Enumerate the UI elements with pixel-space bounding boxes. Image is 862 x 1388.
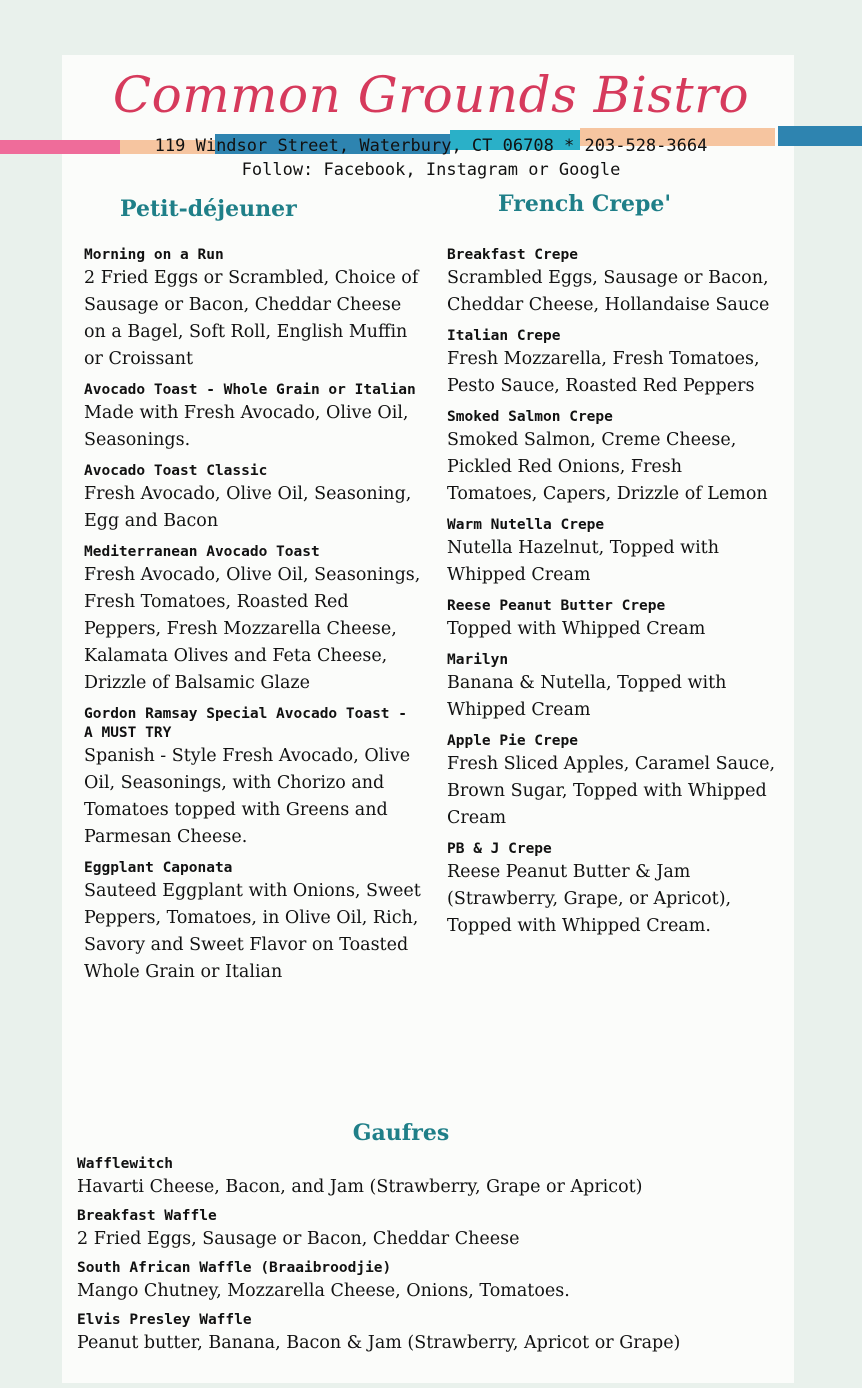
- item-description: Made with Fresh Avocado, Olive Oil, Seasonings.: [84, 403, 409, 450]
- item-name: Gordon Ramsay Special Avocado Toast - A MUST TRY: [84, 706, 408, 741]
- item-description: 2 Fried Eggs or Scrambled, Choice of Sausage or Bacon, Cheddar Cheese on a Bagel, Soft Roll, English Muffin or Croissant: [84, 268, 419, 369]
- item-name: Avocado Toast - Whole Grain or Italian: [84, 382, 416, 398]
- item-description: Fresh Avocado, Olive Oil, Seasoning, Egg and Bacon: [84, 484, 412, 531]
- menu-item: [447, 732, 777, 832]
- follow-line: Follow: Facebook, Instagram or Google: [241, 160, 621, 180]
- section-title-waffles: Gaufres: [352, 1120, 450, 1146]
- item-name: Reese Peanut Butter Crepe: [447, 598, 666, 614]
- breakfast-column: [84, 246, 424, 994]
- item-name: PB & J Crepe: [447, 841, 552, 857]
- section-title-crepes: French Crepe': [498, 191, 672, 217]
- menu-item: [84, 543, 424, 697]
- waffles-section: [77, 1155, 792, 1363]
- item-description: Reese Peanut Butter & Jam (Strawberry, Grape, or Apricot), Topped with Whipped Cream.: [447, 862, 732, 936]
- item-name: Marilyn: [447, 652, 509, 668]
- item-description: Fresh Avocado, Olive Oil, Seasonings, Fresh Tomatoes, Roasted Red Peppers, Fresh Mozzarella Cheese, Kalamata Olives and Feta Cheese, Drizzle of Balsamic Glaze: [84, 565, 421, 693]
- bistro-title: Common Grounds Bistro: [112, 66, 750, 124]
- item-description: Nutella Hazelnut, Topped with Whipped Cream: [447, 538, 719, 585]
- menu-item: [77, 1259, 792, 1305]
- item-name: Breakfast Crepe: [447, 247, 578, 263]
- section-title-breakfast: Petit-déjeuner: [120, 196, 297, 222]
- item-name: Italian Crepe: [447, 328, 561, 344]
- item-name: Elvis Presley Waffle: [77, 1312, 252, 1328]
- item-name: South African Waffle (Braaibroodjie): [77, 1260, 392, 1276]
- menu-item: [84, 705, 424, 851]
- item-description: Spanish - Style Fresh Avocado, Olive Oil, Seasonings, with Chorizo and Tomatoes topped with Greens and Parmesan Cheese.: [84, 746, 411, 847]
- menu-item: [77, 1207, 792, 1253]
- item-name: Mediterranean Avocado Toast: [84, 544, 320, 560]
- menu-item: [447, 408, 777, 508]
- item-name: Warm Nutella Crepe: [447, 517, 605, 533]
- item-description: 2 Fried Eggs, Sausage or Bacon, Cheddar Cheese: [77, 1229, 520, 1249]
- crepes-column: [447, 246, 777, 948]
- menu-item: [84, 381, 424, 454]
- menu-item: [447, 840, 777, 940]
- menu-item: [447, 516, 777, 589]
- item-name: Wafflewitch: [77, 1156, 174, 1172]
- item-description: Topped with Whipped Cream: [447, 619, 706, 639]
- item-description: Havarti Cheese, Bacon, and Jam (Strawberry, Grape or Apricot): [77, 1177, 643, 1197]
- item-description: Fresh Sliced Apples, Caramel Sauce, Brown Sugar, Topped with Whipped Cream: [447, 754, 776, 828]
- menu-item: [77, 1155, 792, 1201]
- item-description: Banana & Nutella, Topped with Whipped Cream: [447, 673, 727, 720]
- item-description: Scrambled Eggs, Sausage or Bacon, Cheddar Cheese, Hollandaise Sauce: [447, 268, 770, 315]
- menu-item: [77, 1311, 792, 1357]
- menu-item: [84, 246, 424, 373]
- menu-item: [447, 327, 777, 400]
- item-name: Apple Pie Crepe: [447, 733, 578, 749]
- menu-item: [84, 462, 424, 535]
- item-description: Fresh Mozzarella, Fresh Tomatoes, Pesto Sauce, Roasted Red Peppers: [447, 349, 760, 396]
- item-name: Eggplant Caponata: [84, 860, 233, 876]
- item-name: Smoked Salmon Crepe: [447, 409, 613, 425]
- item-description: Smoked Salmon, Creme Cheese, Pickled Red Onions, Fresh Tomatoes, Capers, Drizzle of Lemon: [447, 430, 768, 504]
- menu-item: [447, 651, 777, 724]
- menu-item: [84, 859, 424, 986]
- menu-item: [447, 597, 777, 643]
- item-description: Sauteed Eggplant with Onions, Sweet Peppers, Tomatoes, in Olive Oil, Rich, Savory and Sweet Flavor on Toasted Whole Grain or Italian: [84, 881, 421, 982]
- item-name: Morning on a Run: [84, 247, 224, 263]
- item-name: Avocado Toast Classic: [84, 463, 268, 479]
- item-description: Mango Chutney, Mozzarella Cheese, Onions, Tomatoes.: [77, 1281, 570, 1301]
- item-name: Breakfast Waffle: [77, 1208, 217, 1224]
- item-description: Peanut butter, Banana, Bacon & Jam (Strawberry, Apricot or Grape): [77, 1333, 681, 1353]
- menu-item: [447, 246, 777, 319]
- address-line: 119 Windsor Street, Waterbury, CT 06708 * 203-528-3664: [154, 136, 708, 156]
